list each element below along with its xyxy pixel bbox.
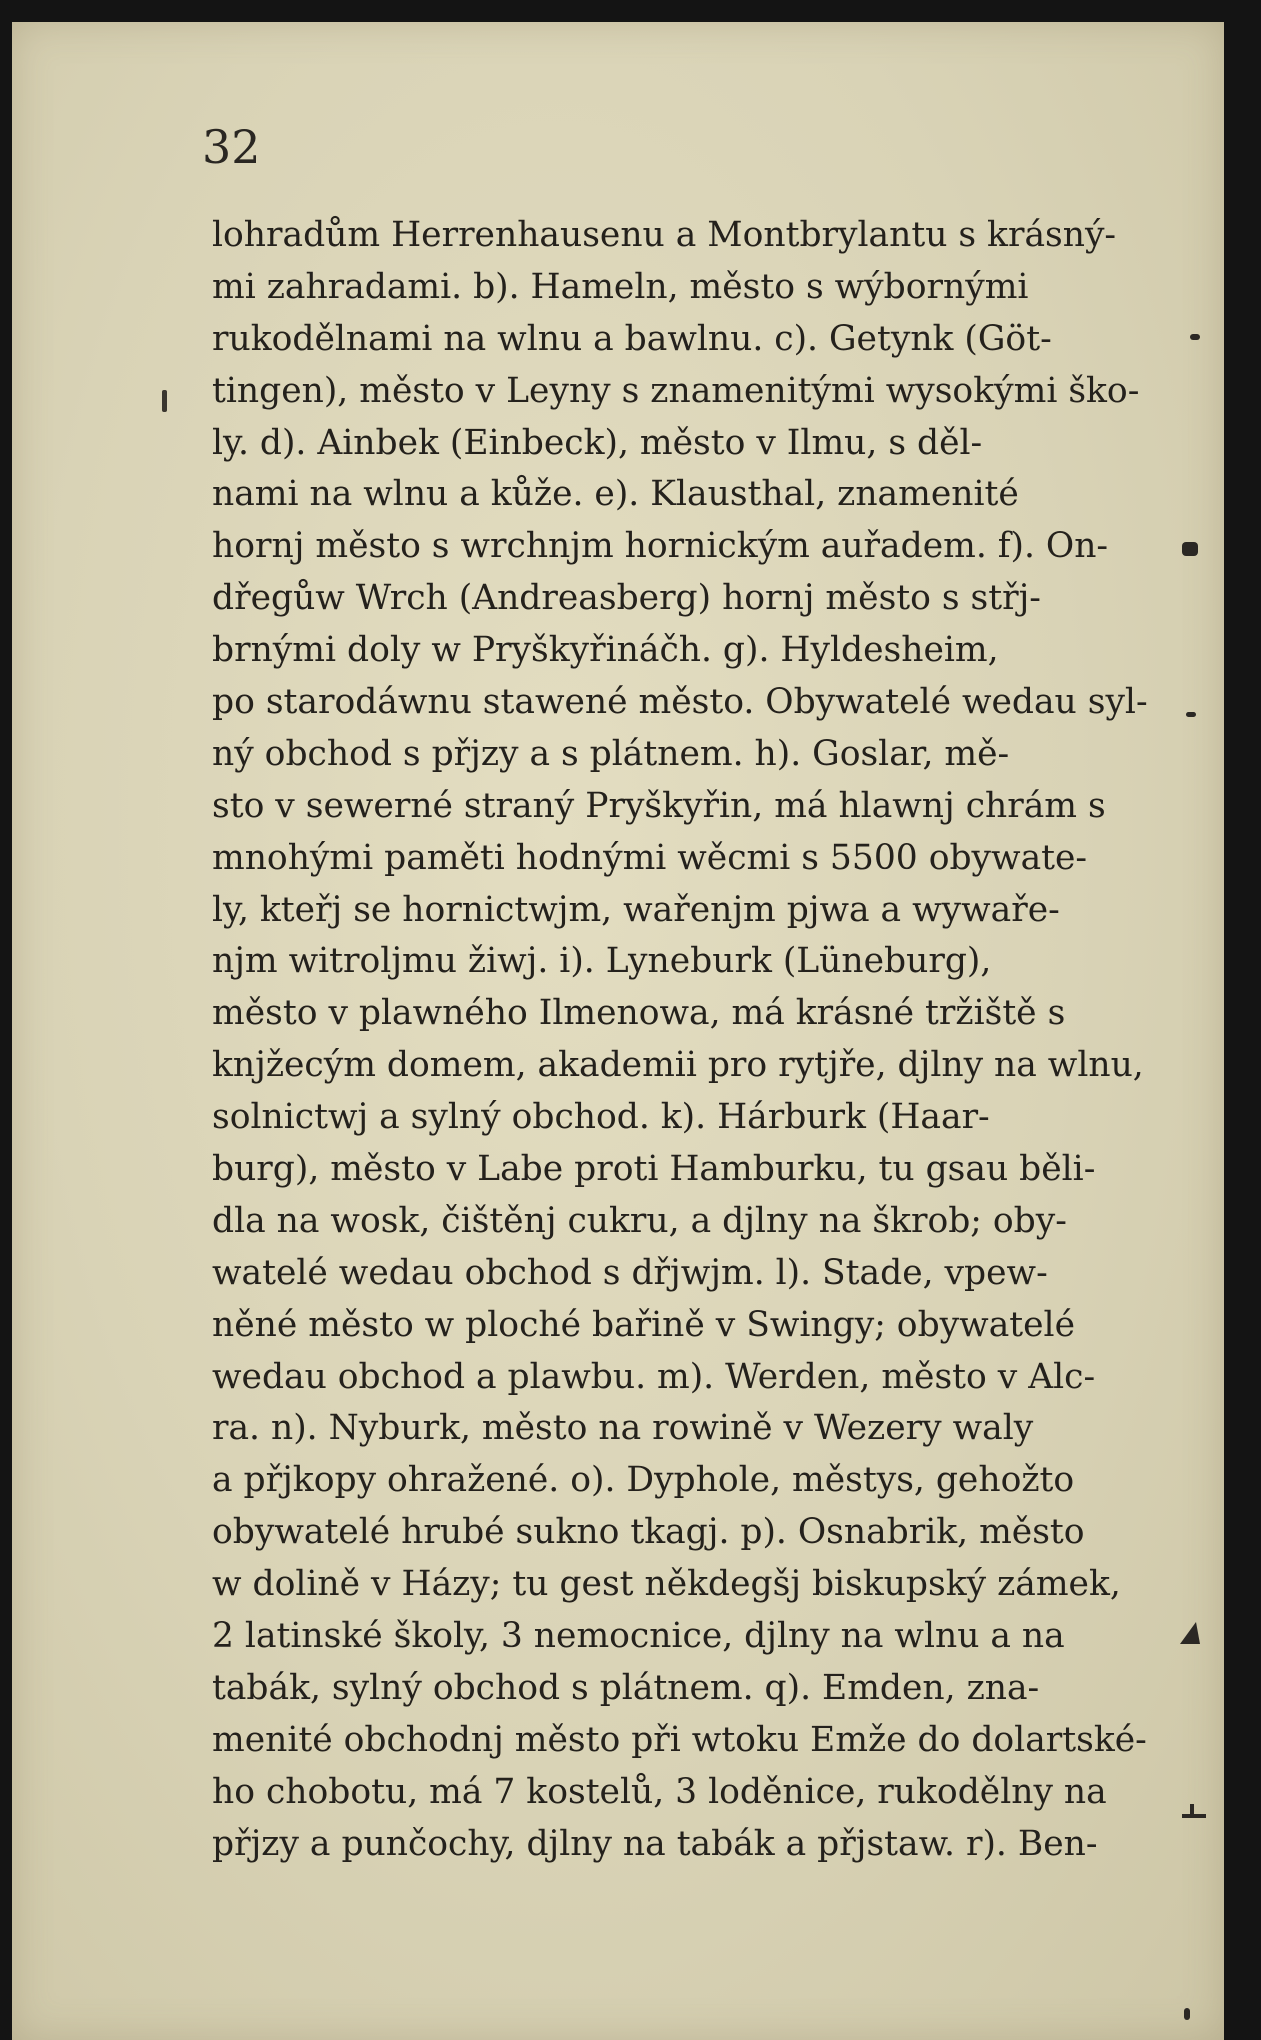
- margin-mark: [1190, 1804, 1194, 1818]
- text-line: ly, kteřj se hornictwjm, wařenjm pjwa a wywaře-: [212, 889, 1060, 930]
- text-line: dřegůw Wrch (Andreasberg) hornj město s střj-: [212, 578, 1041, 619]
- page-number: 32: [202, 120, 261, 174]
- body-text: [212, 210, 1162, 1871]
- text-line: tabák, sylný obchod s plátnem. q). Emden, zna-: [212, 1667, 1040, 1708]
- text-line: mi zahradami. b). Hameln, město s wýbornými: [212, 266, 1029, 307]
- text-line: knjžecým domem, akademii pro rytjře, djlny na wlnu,: [212, 1045, 1144, 1086]
- text-line: 2 latinské školy, 3 nemocnice, djlny na wlnu a na: [212, 1616, 1065, 1657]
- text-line: tingen), město v Leyny s znamenitými wysokými ško-: [212, 370, 1140, 411]
- text-line: burg), město v Labe proti Hamburku, tu gsau běli-: [212, 1149, 1096, 1190]
- text-line: nami na wlnu a kůže. e). Klausthal, znamenité: [212, 474, 1019, 515]
- text-line: po starodáwnu stawené město. Obywatelé wedau syl-: [212, 682, 1148, 723]
- text-line: wedau obchod a plawbu. m). Werden, město v Alc-: [212, 1356, 1096, 1397]
- text-line: obywatelé hrubé sukno tkagj. p). Osnabrik, město: [212, 1512, 1085, 1553]
- text-line: hornj město s wrchnjm hornickým auřadem. f). On-: [212, 526, 1109, 567]
- text-line: mnohými paměti hodnými wěcmi s 5500 obywate-: [212, 837, 1088, 878]
- text-line: ný obchod s přjzy a s plátnem. h). Goslar, mě-: [212, 733, 1010, 774]
- margin-mark: [1184, 2008, 1190, 2020]
- text-line: ho chobotu, má 7 kostelů, 3 loděnice, rukodělny na: [212, 1771, 1107, 1812]
- text-line: solnictwj a sylný obchod. k). Hárburk (Haar-: [212, 1097, 990, 1138]
- margin-mark: [1180, 1622, 1200, 1644]
- margin-mark: [1182, 1814, 1206, 1818]
- text-line: a přjkopy ohražené. o). Dyphole, městys, gehožto: [212, 1460, 1075, 1501]
- text-line: rukodělnami na wlnu a bawlnu. c). Getynk (Göt-: [212, 318, 1052, 359]
- text-line: dla na wosk, čištěnj cukru, a djlny na škrob; oby-: [212, 1200, 1067, 1241]
- text-line: lohradům Herrenhausenu a Montbrylantu s krásný-: [212, 215, 1117, 255]
- margin-mark: [162, 390, 167, 412]
- text-line: menité obchodnj město při wtoku Emže do dolartské-: [212, 1719, 1147, 1760]
- text-line: přjzy a punčochy, djlny na tabák a přjstaw. r). Ben-: [212, 1823, 1098, 1864]
- margin-mark: [1190, 334, 1200, 340]
- text-line: město v plawného Ilmenowa, má krásné tržiště s: [212, 993, 1066, 1034]
- text-line: ly. d). Ainbek (Einbeck), město v Ilmu, s děl-: [212, 422, 983, 463]
- text-line: w dolině v Házy; tu gest někdegšj biskupský zámek,: [212, 1564, 1121, 1605]
- text-line: brnými doly w Pryškyřináčh. g). Hyldesheim,: [212, 630, 999, 671]
- margin-mark: [1182, 542, 1198, 556]
- text-line: watelé wedau obchod s dřjwjm. l). Stade, vpew-: [212, 1252, 1048, 1293]
- text-line: sto v sewerné straný Pryškyřin, má hlawnj chrám s: [212, 785, 1106, 826]
- text-line: něné město w ploché bařině v Swingy; obywatelé: [212, 1304, 1075, 1345]
- margin-mark: [1186, 712, 1196, 717]
- text-line: ra. n). Nyburk, město na rowině v Wezery waly: [212, 1408, 1034, 1449]
- text-line: njm witroljmu žiwj. i). Lyneburk (Lüneburg),: [212, 941, 992, 982]
- book-page: [12, 22, 1224, 2040]
